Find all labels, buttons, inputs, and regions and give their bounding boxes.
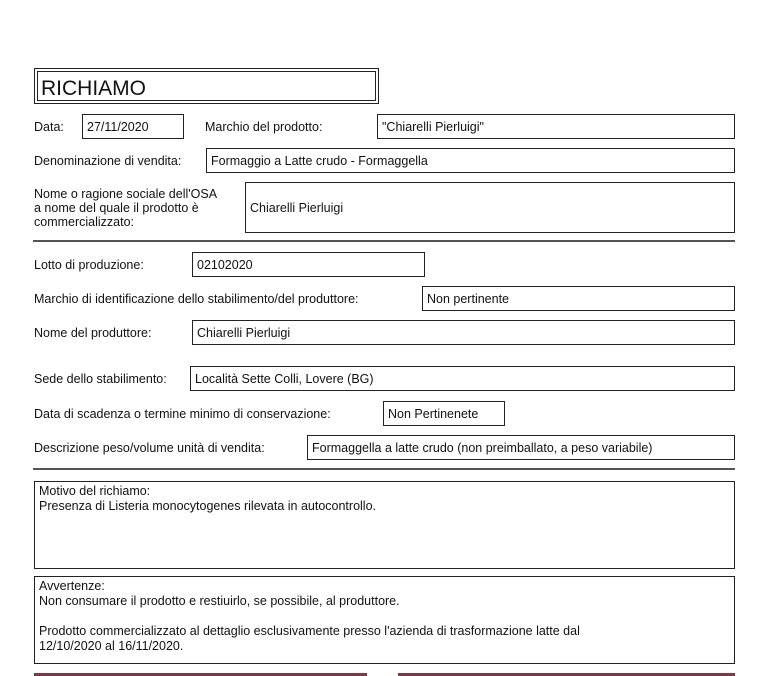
osa-label-line2: a nome del quale il prodotto è: [34, 201, 199, 215]
denominazione-label: Denominazione di vendita:: [34, 154, 182, 168]
avvertenze-line1: Non consumare il prodotto e restiuirlo, se possibile, al produttore.: [39, 594, 400, 608]
motivo-text: Presenza di Listeria monocytogenes rilevata in autocontrollo.: [39, 499, 376, 513]
scadenza-field: Non Pertinenete: [383, 401, 505, 426]
data-field: 27/11/2020: [82, 114, 184, 139]
avvertenze-line2a: Prodotto commercializzato al dettaglio esclusivamente presso l'azienda di trasformazione latte dal: [39, 624, 580, 638]
avvertenze-line2b: 12/10/2020 al 16/11/2020.: [39, 639, 184, 653]
marchio-id-field: Non pertinente: [422, 286, 735, 311]
sede-field: Località Sette Colli, Lovere (BG): [190, 366, 735, 391]
lotto-field: 02102020: [192, 252, 425, 277]
produttore-label: Nome del produttore:: [34, 326, 152, 340]
osa-label-line1: Nome o ragione sociale dell'OSA: [34, 187, 218, 201]
marchio-label: Marchio del prodotto:: [205, 120, 323, 134]
peso-field: Formaggella a latte crudo (non preimballato, a peso variabile): [307, 435, 735, 460]
lotto-label: Lotto di produzione:: [34, 258, 144, 272]
osa-label-line3: commercializzato:: [34, 215, 135, 229]
produttore-field: Chiarelli Pierluigi: [192, 320, 735, 345]
scadenza-label: Data di scadenza o termine minimo di conservazione:: [34, 407, 331, 421]
motivo-panel: [34, 481, 735, 569]
avvertenze-panel: [34, 576, 735, 664]
page-title: RICHIAMO: [37, 71, 376, 101]
section-divider: [33, 468, 735, 470]
marchio-id-label: Marchio di identificazione dello stabilimento/del produttore:: [34, 292, 359, 306]
marchio-field: "Chiarelli Pierluigi": [377, 114, 735, 139]
avvertenze-heading: Avvertenze:: [39, 579, 105, 593]
sede-label: Sede dello stabilimento:: [34, 372, 167, 386]
section-divider: [33, 240, 735, 242]
denominazione-field: Formaggio a Latte crudo - Formaggella: [206, 148, 735, 173]
motivo-heading: Motivo del richiamo:: [39, 484, 151, 498]
osa-field: Chiarelli Pierluigi: [245, 182, 735, 233]
peso-label: Descrizione peso/volume unità di vendita:: [34, 441, 265, 455]
data-label: Data:: [34, 120, 64, 134]
